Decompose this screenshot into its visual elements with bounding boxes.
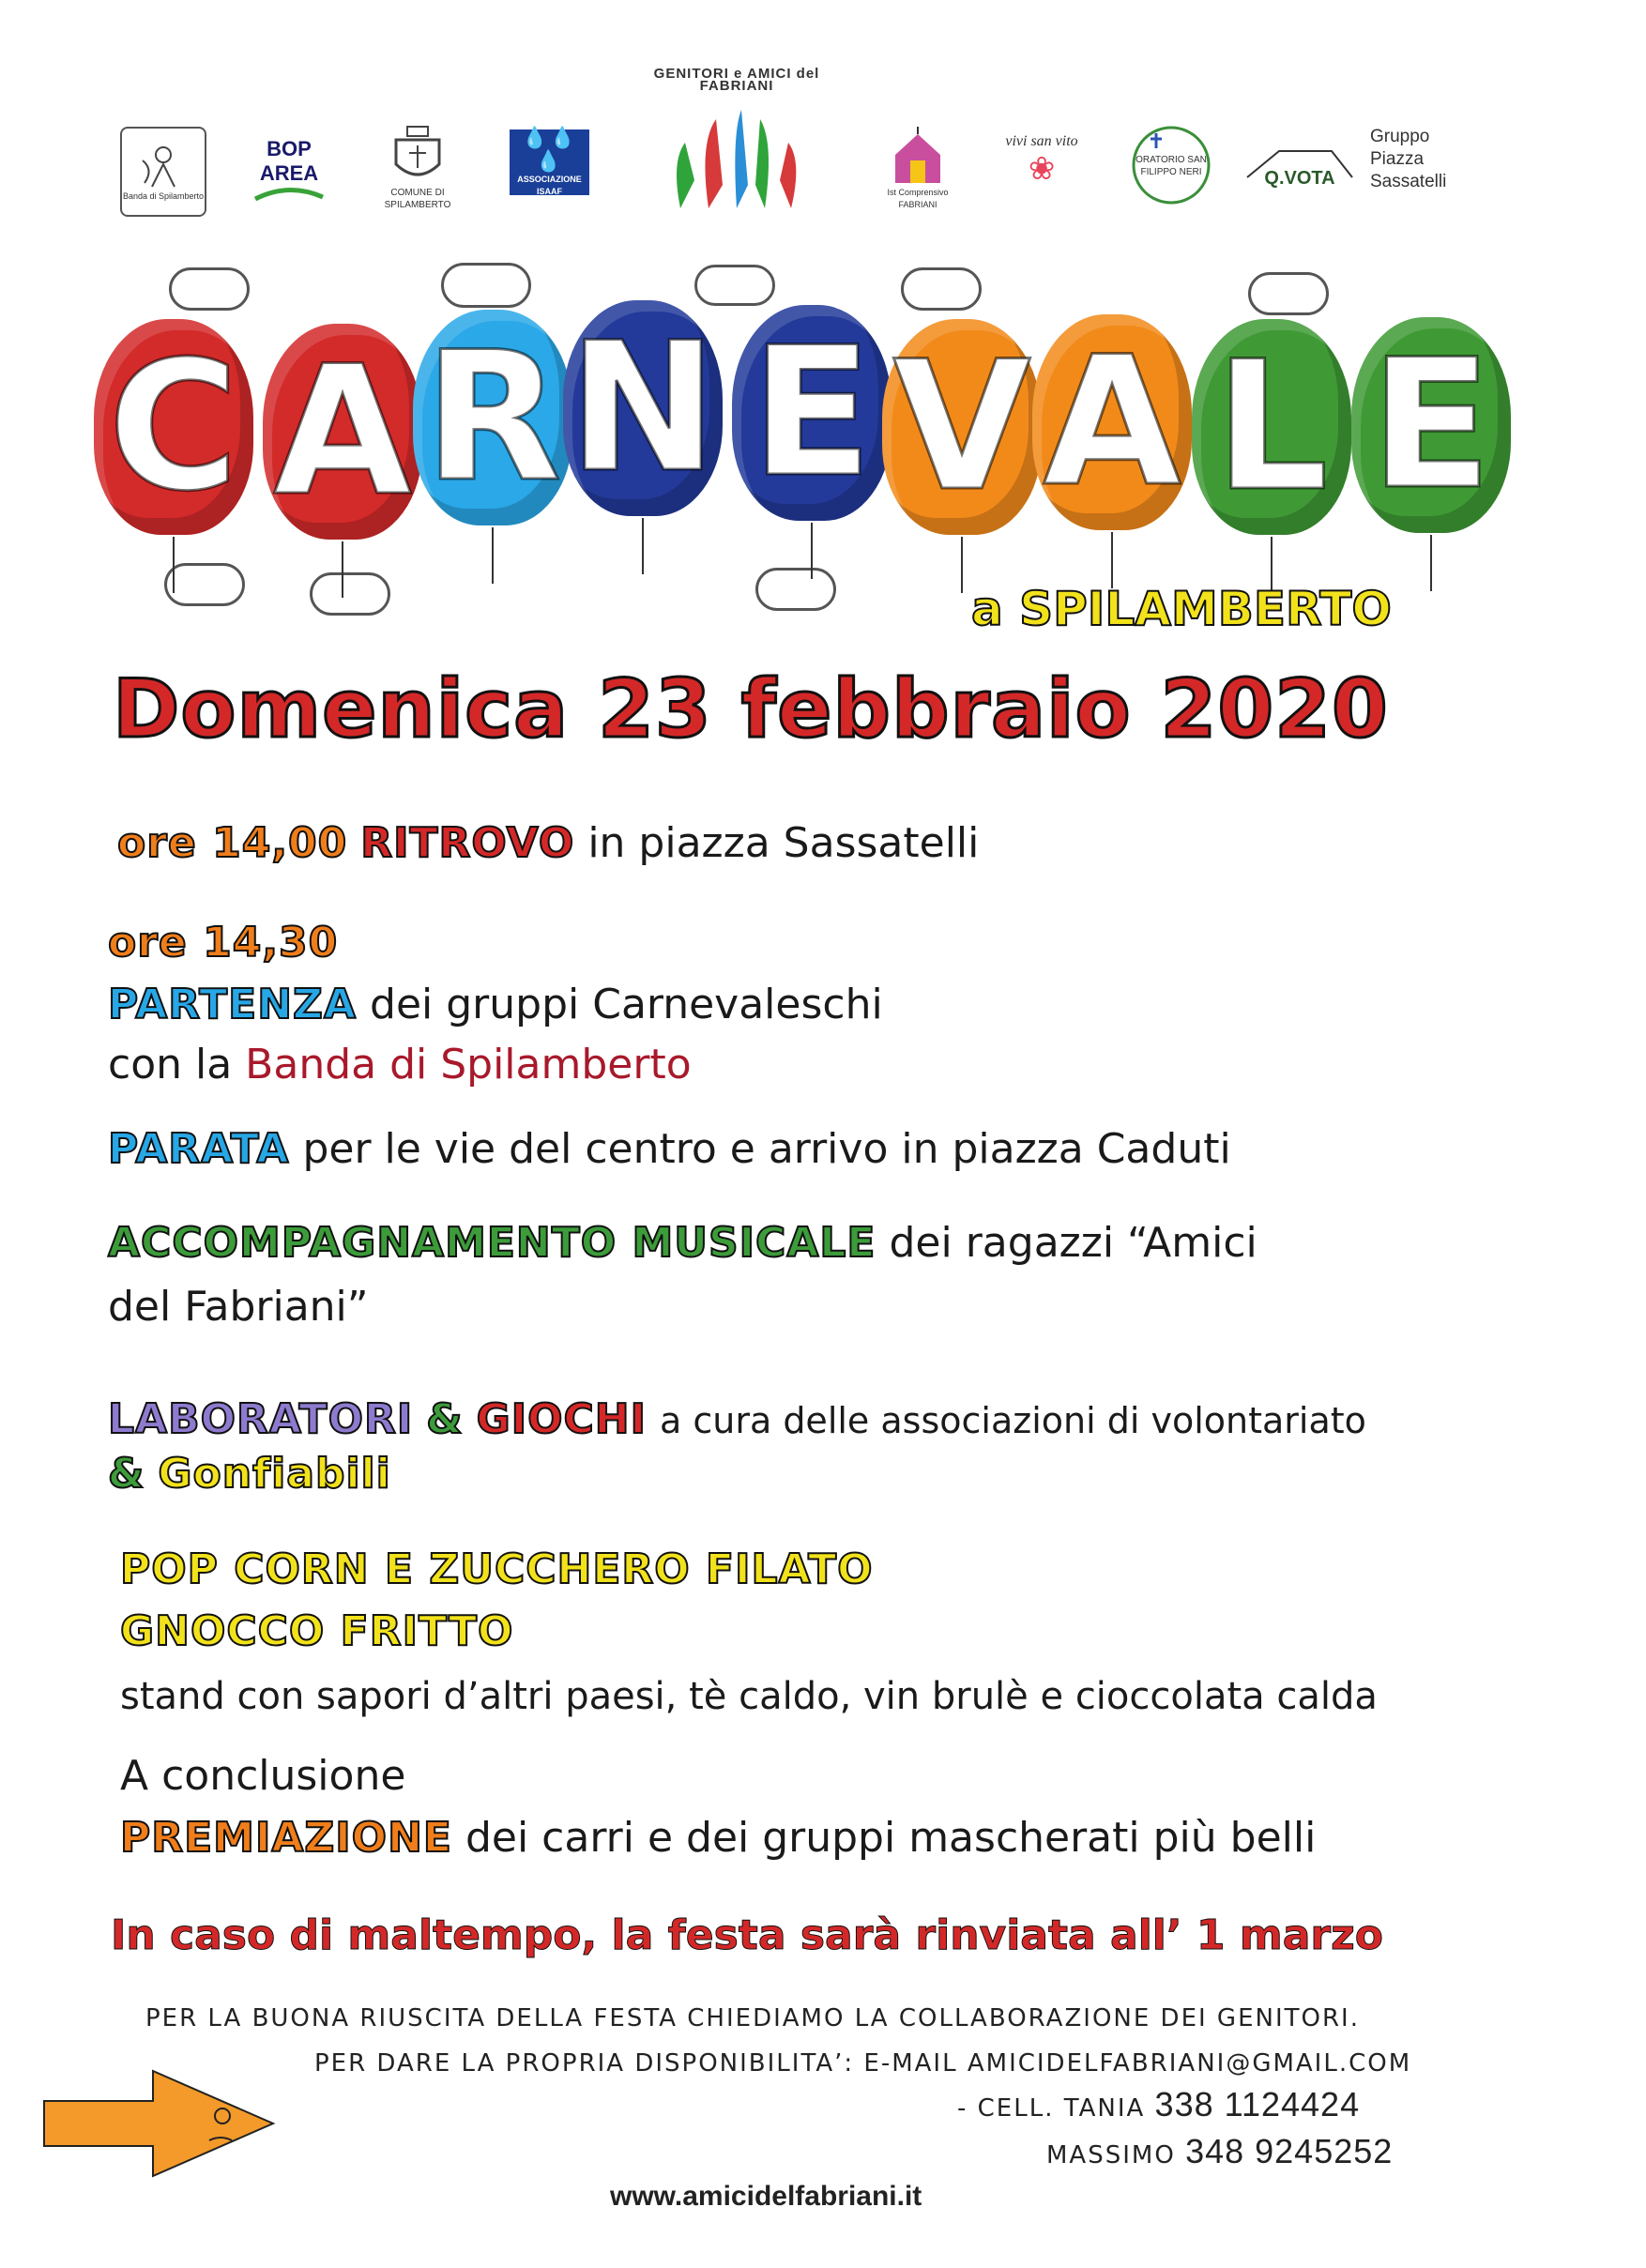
partenza-text: dei gruppi Carnevaleschi — [370, 981, 883, 1028]
coat-of-arms-icon — [392, 125, 443, 187]
arrow-icon — [42, 2069, 277, 2178]
laboratori-amp: & — [426, 1395, 464, 1443]
balloon-string — [961, 537, 963, 593]
title-balloon-letter — [563, 300, 723, 516]
footer-collaborazione: PER LA BUONA RIUSCITA DELLA FESTA CHIEDIAMO LA COLLABORAZIONE DEI GENITORI. — [145, 2004, 1360, 2032]
musician-icon — [135, 142, 191, 190]
conclusione-text: A conclusione — [120, 1752, 406, 1800]
website-link[interactable]: www.amicidelfabriani.it — [610, 2181, 922, 2212]
title-letter: N — [568, 304, 718, 511]
cloud-decoration — [1248, 272, 1329, 315]
musicale-text: dei ragazzi “Amici — [889, 1219, 1257, 1267]
genitori-label: GENITORI e AMICI del FABRIANI — [653, 66, 820, 94]
ritrovo-label: RITROVO — [360, 819, 575, 867]
bop-area-logo — [242, 124, 336, 218]
banda-logo — [120, 127, 206, 217]
balloon-string — [811, 523, 813, 579]
banda-prefix: con la — [108, 1041, 233, 1088]
balloon-string — [342, 541, 343, 598]
footer-phone-tania — [957, 2085, 1360, 2124]
balloon-string — [1111, 532, 1113, 588]
isaaf-label: ASSOCIAZIONE ISAAF — [517, 175, 582, 196]
comune-logo — [371, 117, 465, 219]
cloud-decoration — [310, 572, 390, 616]
gonfiabili-amp: & — [108, 1450, 145, 1498]
program-line-partenza — [108, 980, 883, 1030]
title-balloon-letter — [1192, 319, 1351, 535]
musicale-label: ACCOMPAGNAMENTO MUSICALE — [108, 1219, 876, 1267]
maltempo-text: In caso di maltempo, la festa sarà rinviata all’ 1 marzo — [111, 1911, 1383, 1959]
gonfiabili-label: Gonfiabili — [158, 1450, 391, 1498]
qvota-label: Q.VOTA — [1264, 167, 1335, 189]
popcorn-label: POP CORN E ZUCCHERO FILATO — [120, 1545, 874, 1593]
balloon-string — [1430, 535, 1432, 591]
stand-text: stand con sapori d’altri paesi, tè caldo, vin brulè e cioccolata calda — [120, 1675, 1378, 1718]
program-line-banda — [108, 1040, 692, 1090]
balloon-string — [492, 527, 494, 584]
title-balloon-letter — [882, 319, 1042, 535]
oratorio-logo — [1121, 120, 1221, 210]
subtitle-spilamberto: a SPILAMBERTO — [971, 582, 1392, 636]
tania-phone: 338 1124424 — [1154, 2085, 1361, 2123]
program-line-musicale — [108, 1218, 1257, 1269]
drops-icon: 💧💧💧 — [522, 127, 577, 174]
title-letter: L — [1214, 323, 1329, 530]
vivi-san-vito-label: vivi san vito — [1005, 133, 1078, 149]
banda-name: Banda di Spilamberto — [245, 1041, 692, 1088]
title-letter: E — [1370, 321, 1492, 528]
title-balloon-letter — [1351, 317, 1511, 533]
title-letter: E — [751, 309, 873, 516]
event-date: Domenica 23 febbraio 2020 — [113, 662, 1389, 756]
partenza-label: PARTENZA — [108, 981, 358, 1028]
footer-email: PER DARE LA PROPRIA DISPONIBILITA’: E-MAIL AMICIDELFABRIANI@GMAIL.COM — [314, 2049, 1412, 2078]
cloud-decoration — [164, 563, 245, 606]
balloon-string — [173, 537, 175, 593]
comune-label: COMUNE DI SPILAMBERTO — [384, 188, 451, 210]
title-letter: R — [423, 313, 562, 521]
oratorio-label: ORATORIO SAN FILIPPO NERI — [1135, 155, 1207, 177]
bop-area-label: BOP AREA — [259, 137, 319, 185]
banda-logo-label: Banda di Spilamberto — [122, 190, 205, 201]
gruppo-piazza-logo — [1370, 122, 1492, 197]
flower-icon: ❀ — [1028, 150, 1056, 188]
title-balloon-letter — [94, 319, 253, 535]
title-letter: A — [1043, 318, 1181, 525]
cloud-decoration — [694, 265, 775, 306]
title-balloon-letter — [732, 305, 892, 521]
program-line-partenza-time — [108, 918, 338, 968]
title-letter: C — [108, 323, 239, 530]
cloud-decoration — [169, 267, 250, 311]
program-line-maltempo — [111, 1910, 1383, 1961]
title-letter: A — [273, 327, 412, 535]
program-line-parata — [108, 1124, 1231, 1175]
laboratori-text: a cura delle associazioni di volontariato — [659, 1400, 1366, 1441]
program-line-laboratori — [108, 1394, 1366, 1446]
cloud-decoration — [441, 263, 531, 308]
parata-label: PARATA — [108, 1125, 290, 1173]
cloud-decoration — [755, 568, 836, 611]
program-line-premiazione — [120, 1813, 1316, 1864]
program-line-ritrovo — [117, 818, 979, 869]
genitori-logo — [638, 64, 835, 228]
program-line-stand — [120, 1670, 1378, 1722]
program-line-fabriani — [108, 1282, 369, 1332]
massimo-label: MASSIMO — [1046, 2141, 1176, 2169]
laboratori-label: LABORATORI — [108, 1395, 414, 1443]
vivi-san-vito-logo — [990, 122, 1093, 199]
ritrovo-time: ore 14,00 — [117, 819, 348, 867]
cloud-decoration — [901, 267, 982, 311]
tania-label: - CELL. TANIA — [957, 2094, 1146, 2123]
swoosh-icon — [251, 186, 327, 205]
ist-comprensivo-label: Ist Comprensivo FABRIANI — [887, 188, 949, 209]
giochi-label: GIOCHI — [476, 1395, 647, 1443]
partenza-time: ore 14,30 — [108, 919, 339, 967]
premiazione-text: dei carri e dei gruppi mascherati più belli — [465, 1814, 1317, 1862]
program-line-gonfiabili — [108, 1449, 391, 1499]
gnocco-label: GNOCCO FRITTO — [120, 1607, 514, 1655]
school-icon — [890, 127, 946, 187]
title-balloon-letter — [413, 310, 572, 525]
massimo-phone: 348 9245252 — [1185, 2132, 1394, 2170]
qvota-logo — [1239, 133, 1361, 199]
ritrovo-text: in piazza Sassatelli — [587, 819, 980, 867]
fabriani-text: del Fabriani” — [108, 1283, 369, 1331]
title-letter: V — [892, 323, 1031, 530]
title-balloon-letter — [263, 324, 422, 540]
parata-text: per le vie del centro e arrivo in piazza Caduti — [302, 1125, 1231, 1173]
program-line-conclusione — [120, 1751, 405, 1802]
title-balloon-letter — [1032, 314, 1192, 530]
ist-comprensivo-logo — [871, 117, 965, 221]
isaaf-logo — [510, 129, 589, 195]
footer-phone-massimo — [1046, 2132, 1393, 2171]
program-line-popcorn — [120, 1545, 874, 1595]
program-line-gnocco — [120, 1606, 513, 1657]
gruppo-piazza-label: Gruppo Piazza Sassatelli — [1370, 127, 1447, 191]
premiazione-label: PREMIAZIONE — [120, 1814, 452, 1862]
balloon-string — [642, 518, 644, 574]
